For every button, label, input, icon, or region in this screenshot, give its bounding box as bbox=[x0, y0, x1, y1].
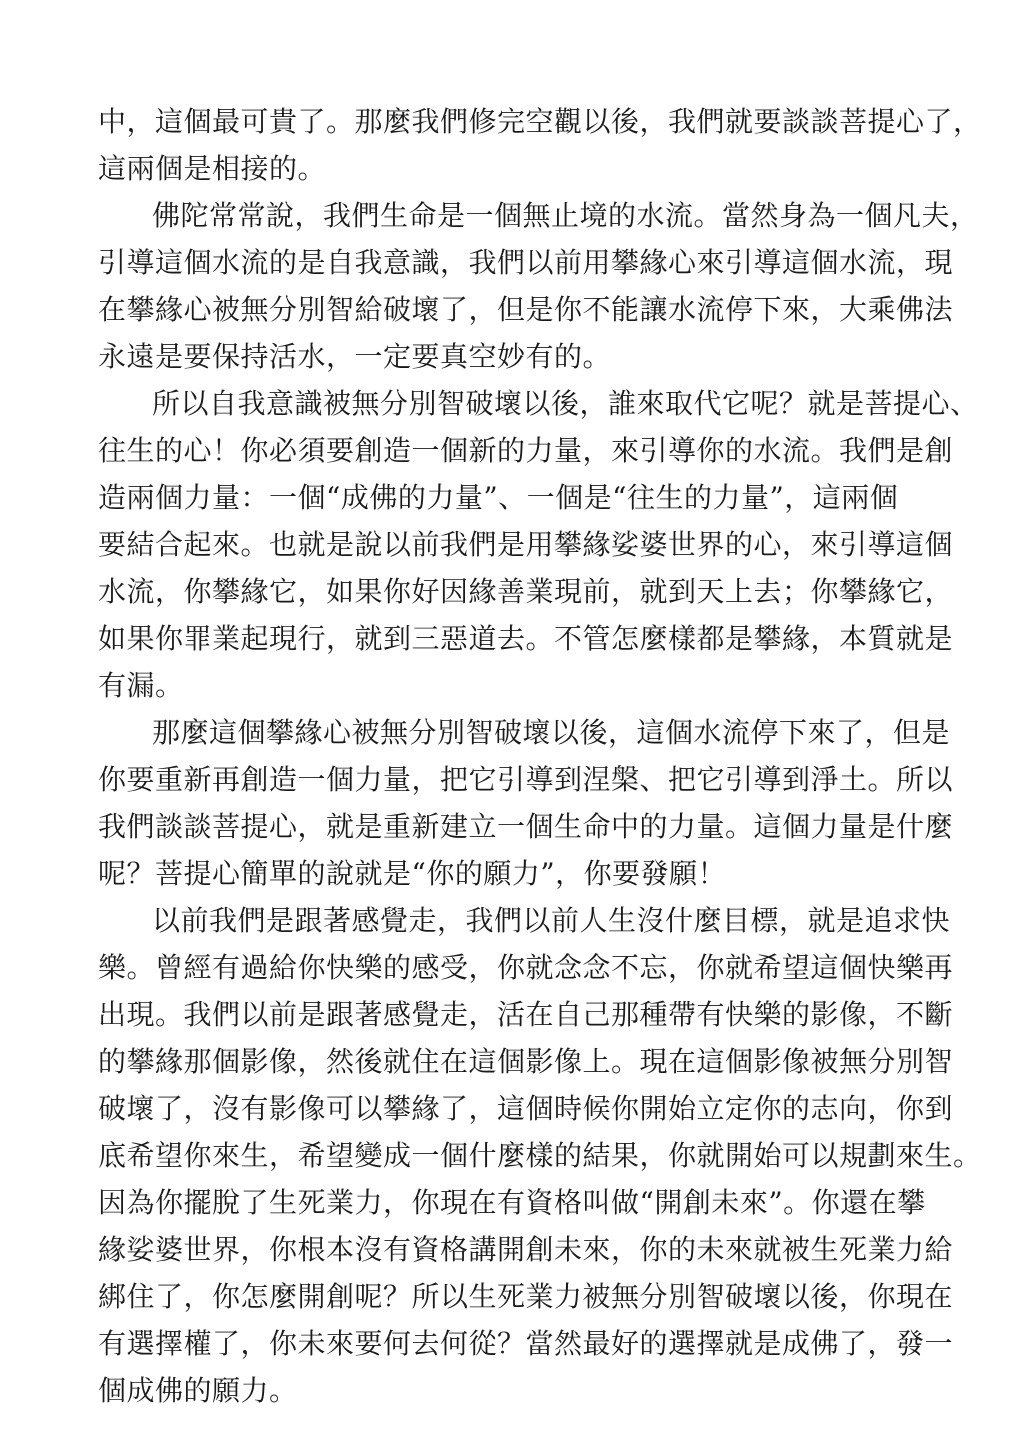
text-line: 底希望你來生，希望變成一個什麼樣的結果，你就開始可以規劃來生。 bbox=[98, 1139, 982, 1172]
text-line: 樂。曾經有過給你快樂的感受，你就念念不忘，你就希望這個快樂再 bbox=[98, 951, 954, 984]
text-line: 造兩個力量：一個“成佛的力量”、一個是“往生的力量”，這兩個 bbox=[98, 481, 899, 514]
text-line: 如果你罪業起現行，就到三惡道去。不管怎麼樣都是攀緣，本質就是 bbox=[98, 622, 954, 655]
text-line: 有漏。 bbox=[98, 669, 184, 702]
text-line: 水流，你攀緣它，如果你好因緣善業現前，就到天上去；你攀緣它， bbox=[98, 575, 954, 608]
text-line: 你要重新再創造一個力量，把它引導到涅槃、把它引導到淨土。所以 bbox=[98, 763, 954, 796]
text-line: 破壞了，沒有影像可以攀緣了，這個時候你開始立定你的志向，你到 bbox=[98, 1092, 954, 1125]
body-text bbox=[98, 98, 982, 1414]
text-line: 中，這個最可貴了。那麼我們修完空觀以後，我們就要談談菩提心了， bbox=[98, 105, 982, 138]
text-line: 永遠是要保持活水，一定要真空妙有的。 bbox=[98, 340, 612, 373]
text-line: 呢？菩提心簡單的說就是“你的願力”，你要發願！ bbox=[98, 857, 727, 890]
text-line: 往生的心！你必須要創造一個新的力量，來引導你的水流。我們是創 bbox=[98, 434, 954, 467]
text-line: 要結合起來。也就是說以前我們是用攀緣娑婆世界的心，來引導這個 bbox=[98, 528, 954, 561]
text-line: 以前我們是跟著感覺走，我們以前人生沒什麼目標，就是追求快 bbox=[152, 904, 951, 937]
text-line: 個成佛的願力。 bbox=[98, 1374, 298, 1407]
paragraph-1 bbox=[98, 98, 982, 192]
paragraph-4 bbox=[98, 709, 954, 897]
text-line: 綁住了，你怎麼開創呢？所以生死業力被無分別智破壞以後，你現在 bbox=[98, 1280, 954, 1313]
text-line: 出現。我們以前是跟著感覺走，活在自己那種帶有快樂的影像，不斷 bbox=[98, 998, 954, 1031]
text-line: 在攀緣心被無分別智給破壞了，但是你不能讓水流停下來，大乘佛法 bbox=[98, 293, 954, 326]
text-line: 這兩個是相接的。 bbox=[98, 152, 327, 185]
text-line: 的攀緣那個影像，然後就住在這個影像上。現在這個影像被無分別智 bbox=[98, 1045, 954, 1078]
text-line: 所以自我意識被無分別智破壞以後，誰來取代它呢？就是菩提心、 bbox=[152, 387, 979, 420]
text-line: 緣娑婆世界，你根本沒有資格講開創未來，你的未來就被生死業力給 bbox=[98, 1233, 954, 1266]
text-line: 那麼這個攀緣心被無分別智破壞以後，這個水流停下來了，但是 bbox=[152, 716, 951, 749]
text-line: 因為你擺脫了生死業力，你現在有資格叫做“開創未來”。你還在攀 bbox=[98, 1186, 926, 1219]
paragraph-3 bbox=[98, 380, 979, 709]
text-line: 我們談談菩提心，就是重新建立一個生命中的力量。這個力量是什麼 bbox=[98, 810, 954, 843]
paragraph-2 bbox=[98, 192, 979, 380]
text-line: 有選擇權了，你未來要何去何從？當然最好的選擇就是成佛了，發一 bbox=[98, 1327, 954, 1360]
text-line: 佛陀常常說，我們生命是一個無止境的水流。當然身為一個凡夫， bbox=[152, 199, 979, 232]
text-line: 引導這個水流的是自我意識，我們以前用攀緣心來引導這個水流，現 bbox=[98, 246, 954, 279]
paragraph-5 bbox=[98, 897, 982, 1414]
